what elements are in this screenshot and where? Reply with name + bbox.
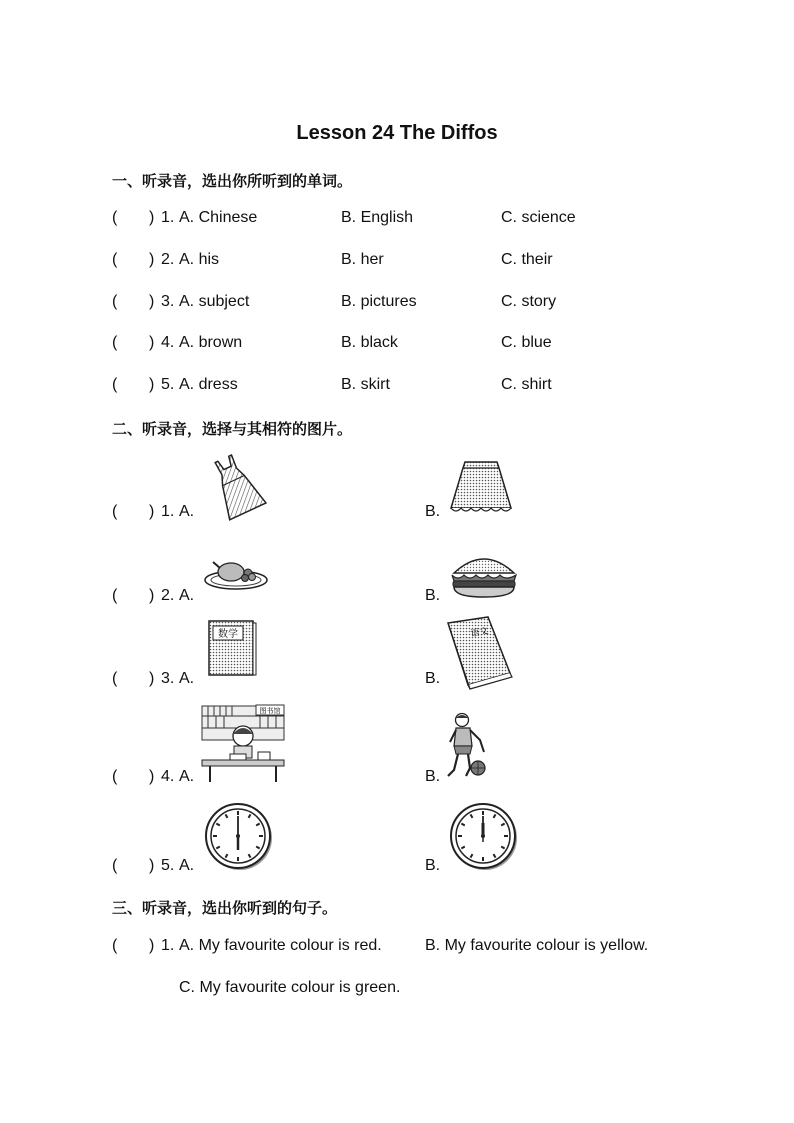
section3-heading: 三、听录音，选出你听到的句子。 <box>112 900 338 917</box>
option-b: B. skirt <box>341 376 390 393</box>
item-number: 5. <box>161 857 175 874</box>
paren-close: ) <box>149 587 155 604</box>
paren-open: ( <box>112 209 118 226</box>
paren-close: ) <box>149 209 155 226</box>
paren-open: ( <box>112 376 118 393</box>
option-a: A. <box>179 503 195 520</box>
option-a: A. <box>179 768 195 785</box>
book-b-label: 语文 <box>469 626 490 640</box>
item-number: 5. <box>161 376 175 393</box>
option-c: C. science <box>501 209 576 226</box>
item-number: 4. <box>161 768 175 785</box>
option-b: B. her <box>341 251 384 268</box>
item-number: 3. <box>161 670 175 687</box>
paren-open: ( <box>112 857 118 874</box>
paren-open: ( <box>112 503 118 520</box>
page-title: Lesson 24 The Diffos <box>296 122 498 144</box>
option-b: B. <box>425 857 441 874</box>
paren-close: ) <box>149 768 155 785</box>
option-c: C. My favourite colour is green. <box>179 979 401 996</box>
section2-heading: 二、听录音，选择与其相符的图片。 <box>112 421 353 438</box>
library-reading-picture <box>200 704 286 784</box>
option-b: B. <box>425 587 441 604</box>
paren-open: ( <box>112 334 118 351</box>
book-a-label: 数学 <box>218 629 238 640</box>
paren-open: ( <box>112 670 118 687</box>
option-c: C. their <box>501 251 553 268</box>
option-a: A. subject <box>179 293 250 310</box>
chicken-plate-picture <box>203 556 269 592</box>
paren-close: ) <box>149 503 155 520</box>
option-a: A. brown <box>179 334 243 351</box>
item-number: 1. <box>161 937 175 954</box>
paren-close: ) <box>149 857 155 874</box>
option-b: B. <box>425 503 441 520</box>
option-a: A. his <box>179 251 220 268</box>
option-a: A. <box>179 587 195 604</box>
paren-close: ) <box>149 293 155 310</box>
option-a: A. <box>179 670 195 687</box>
math-book-picture <box>206 618 258 678</box>
dress-picture <box>200 450 272 522</box>
clock-six-picture <box>203 801 273 871</box>
paren-open: ( <box>112 293 118 310</box>
boy-basketball-picture <box>446 712 490 780</box>
item-number: 2. <box>161 251 175 268</box>
section1-heading: 一、听录音，选出你所听到的单词。 <box>112 173 353 190</box>
option-c: C. blue <box>501 334 552 351</box>
option-a: A. My favourite colour is red. <box>179 937 382 954</box>
paren-close: ) <box>149 251 155 268</box>
option-a: A. <box>179 857 195 874</box>
paren-open: ( <box>112 587 118 604</box>
paren-close: ) <box>149 670 155 687</box>
option-b: B. pictures <box>341 293 417 310</box>
option-b: B. English <box>341 209 414 226</box>
item-number: 1. <box>161 503 175 520</box>
item-number: 2. <box>161 587 175 604</box>
paren-open: ( <box>112 937 118 954</box>
hamburger-picture <box>448 551 520 601</box>
option-b: B. <box>425 768 441 785</box>
skirt-picture <box>445 458 517 520</box>
paren-close: ) <box>149 334 155 351</box>
option-b: B. black <box>341 334 398 351</box>
paren-close: ) <box>149 376 155 393</box>
clock-twelve-picture <box>448 801 518 871</box>
option-b: B. <box>425 670 441 687</box>
option-a: A. dress <box>179 376 238 393</box>
item-number: 1. <box>161 209 175 226</box>
library-sign: 图书馆 <box>259 707 281 715</box>
option-b: B. My favourite colour is yellow. <box>425 937 649 954</box>
option-c: C. shirt <box>501 376 552 393</box>
paren-open: ( <box>112 251 118 268</box>
paren-close: ) <box>149 937 155 954</box>
option-a: A. Chinese <box>179 209 258 226</box>
option-c: C. story <box>501 293 557 310</box>
paren-open: ( <box>112 768 118 785</box>
item-number: 4. <box>161 334 175 351</box>
item-number: 3. <box>161 293 175 310</box>
chinese-book-picture <box>444 615 516 689</box>
